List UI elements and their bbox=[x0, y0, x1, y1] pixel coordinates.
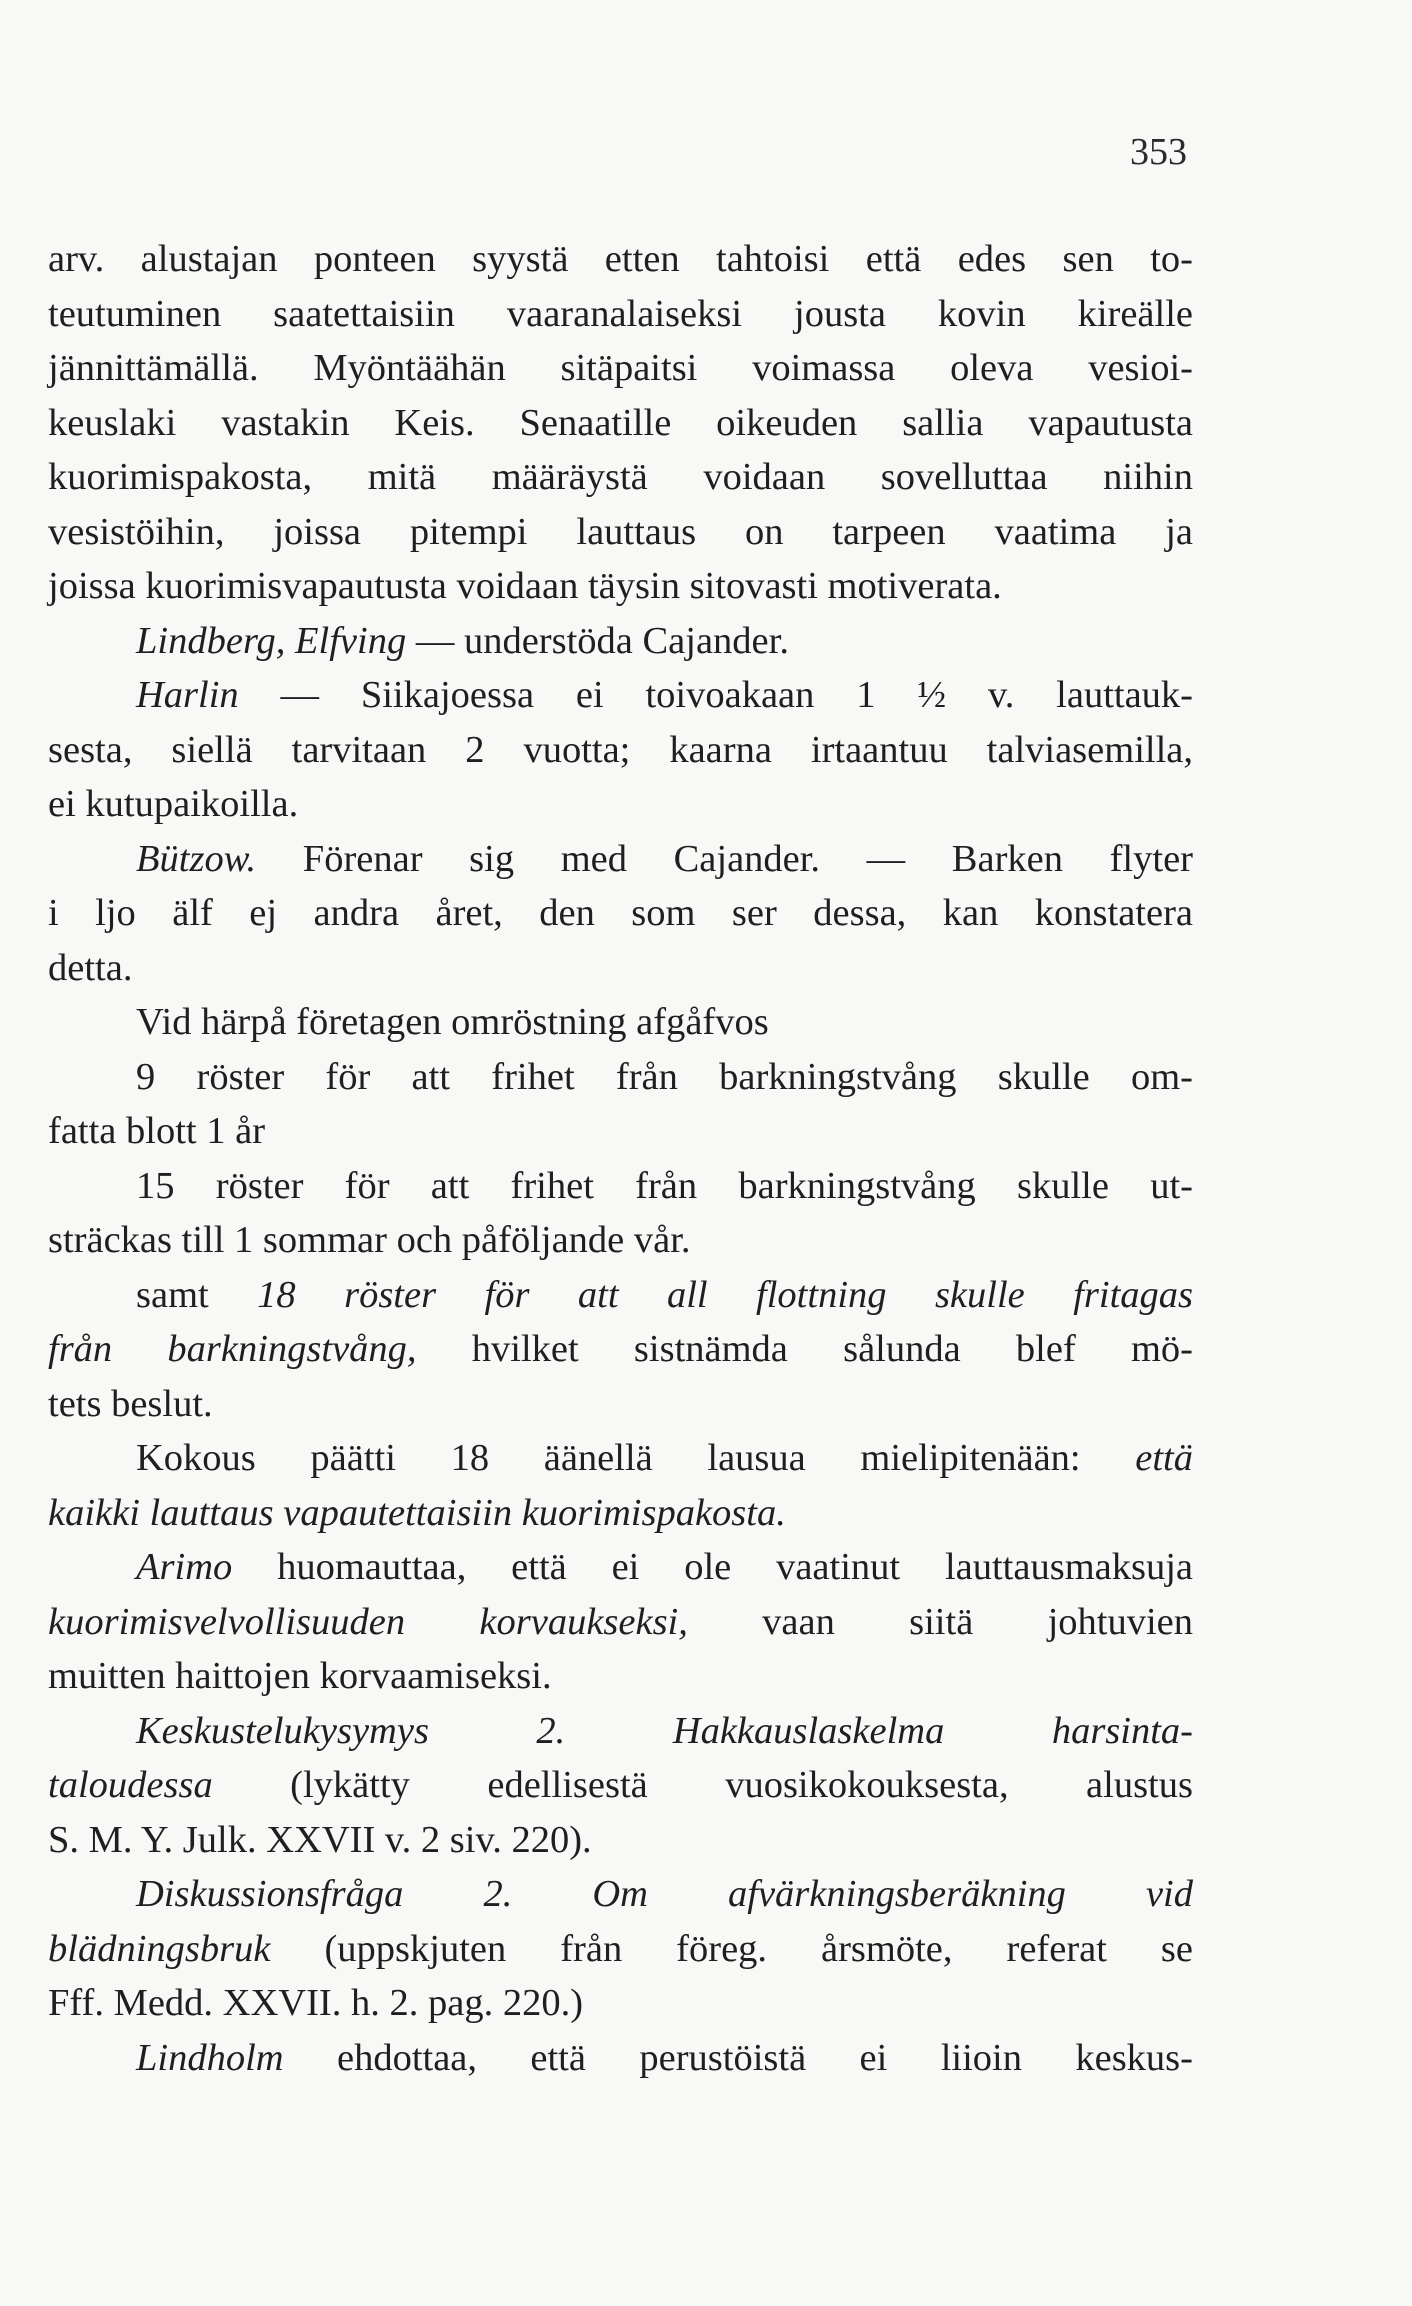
text-run: sträckas till 1 sommar och påföljande vår. bbox=[48, 1219, 691, 1261]
text-line bbox=[48, 1867, 1193, 1922]
text-run: ei kutupaikoilla. bbox=[48, 783, 299, 825]
text-run: vesistöihin, joissa pitempi lauttaus on tarpeen vaatima ja bbox=[48, 510, 1193, 553]
text-run: Kokous päätti 18 äänellä lausua mielipitenään: bbox=[136, 1437, 1136, 1479]
text-line bbox=[48, 1813, 1193, 1868]
text-run: (uppskjuten från föreg. årsmöte, referat se bbox=[270, 1927, 1193, 1970]
italic-text: Bützow. bbox=[136, 837, 257, 880]
text-line bbox=[48, 1595, 1193, 1650]
text-run: fatta blott 1 år bbox=[48, 1110, 266, 1152]
page-number: 353 bbox=[1130, 131, 1187, 173]
text-line bbox=[48, 559, 1193, 614]
text-line bbox=[48, 1704, 1193, 1759]
italic-text: kuorimisvelvollisuuden korvaukseksi, bbox=[48, 1600, 688, 1643]
text-line bbox=[48, 723, 1193, 778]
text-run: joissa kuorimisvapautusta voidaan täysin sitovasti motiverata. bbox=[48, 565, 1002, 607]
text-line bbox=[48, 1649, 1193, 1704]
text-line bbox=[48, 1758, 1193, 1813]
text-run: kuorimispakosta, mitä määräystä voidaan sovelluttaa niihin bbox=[48, 456, 1193, 498]
italic-text: Lindberg, Elfving bbox=[136, 619, 407, 662]
text-line bbox=[48, 832, 1193, 887]
italic-text: että bbox=[1135, 1437, 1193, 1479]
italic-text: Keskustelukysymys 2. Hakkauslaskelma harsinta- bbox=[136, 1709, 1193, 1752]
text-line bbox=[48, 505, 1193, 560]
text-run: 9 röster för att frihet från barkningstvång skulle om- bbox=[136, 1055, 1193, 1098]
text-run: 15 röster för att frihet från barkningstvång skulle ut- bbox=[136, 1164, 1193, 1207]
text-line bbox=[48, 1377, 1193, 1432]
text-run: teutuminen saatettaisiin vaaranalaiseksi jousta kovin kireälle bbox=[48, 292, 1193, 335]
text-line bbox=[48, 1431, 1193, 1486]
text-run: — understöda Cajander. bbox=[406, 619, 789, 662]
italic-text: blädningsbruk bbox=[48, 1927, 271, 1970]
text-line bbox=[48, 1268, 1193, 1323]
text-line bbox=[48, 341, 1193, 396]
text-line bbox=[48, 941, 1193, 996]
italic-text: taloudessa bbox=[48, 1764, 213, 1806]
text-line bbox=[48, 1213, 1193, 1268]
text-run: muitten haittojen korvaamiseksi. bbox=[48, 1655, 552, 1697]
italic-text: Harlin bbox=[136, 674, 239, 716]
text-line bbox=[48, 886, 1193, 941]
text-line bbox=[48, 232, 1193, 287]
text-line bbox=[48, 1322, 1193, 1377]
text-run: hvilket sistnämda sålunda blef mö- bbox=[416, 1328, 1194, 1370]
text-line bbox=[48, 1976, 1193, 2031]
text-run: jännittämällä. Myöntäähän sitäpaitsi voimassa oleva vesioi- bbox=[48, 347, 1193, 389]
italic-text: Arimo bbox=[136, 1546, 233, 1588]
text-run: S. M. Y. Julk. XXVII v. 2 siv. 220). bbox=[48, 1818, 592, 1861]
text-run: (lykätty edellisestä vuosikokouksesta, alustus bbox=[212, 1764, 1193, 1806]
text-line bbox=[48, 396, 1193, 451]
text-line bbox=[48, 614, 1193, 669]
text-line bbox=[48, 1922, 1193, 1977]
italic-text: kaikki lauttaus vapautettaisiin kuorimispakosta. bbox=[48, 1491, 786, 1534]
text-run: — Siikajoessa ei toivoakaan 1 ½ v. lauttauk- bbox=[238, 674, 1193, 716]
text-run: huomauttaa, että ei ole vaatinut lauttausmaksuja bbox=[232, 1546, 1193, 1588]
text-run: detta. bbox=[48, 946, 133, 989]
text-line bbox=[48, 995, 1193, 1050]
text-run: vaan siitä johtuvien bbox=[687, 1600, 1193, 1643]
italic-text: Lindholm bbox=[136, 2036, 284, 2079]
text-run: tets beslut. bbox=[48, 1382, 213, 1425]
text-line bbox=[48, 1050, 1193, 1105]
text-run: Vid härpå företagen omröstning afgåfvos bbox=[136, 1001, 769, 1043]
text-run: arv. alustajan ponteen syystä etten tahtoisi että edes sen to- bbox=[48, 238, 1193, 280]
text-run: Förenar sig med Cajander. — Barken flyter bbox=[256, 837, 1193, 880]
text-run: i ljo älf ej andra året, den som ser dessa, kan konstatera bbox=[48, 892, 1193, 934]
text-line bbox=[48, 1104, 1193, 1159]
italic-text: 18 röster för att all flottning skulle fritagas bbox=[257, 1273, 1193, 1316]
text-line bbox=[48, 450, 1193, 505]
body-text bbox=[48, 232, 1193, 2085]
text-run: ehdottaa, että perustöistä ei liioin keskus- bbox=[283, 2036, 1193, 2079]
text-run: keuslaki vastakin Keis. Senaatille oikeuden sallia vapautusta bbox=[48, 401, 1193, 444]
italic-text: Diskussionsfråga 2. Om afvärkningsberäkning vid bbox=[136, 1873, 1193, 1915]
text-run: Fff. Medd. XXVII. h. 2. pag. 220.) bbox=[48, 1982, 584, 2024]
text-line bbox=[48, 1159, 1193, 1214]
text-line bbox=[48, 1540, 1193, 1595]
text-line bbox=[48, 777, 1193, 832]
text-line bbox=[48, 2031, 1193, 2086]
text-line bbox=[48, 668, 1193, 723]
text-run: samt bbox=[136, 1273, 258, 1316]
text-run: sesta, siellä tarvitaan 2 vuotta; kaarna irtaantuu talviasemilla, bbox=[48, 728, 1193, 771]
italic-text: från barkningstvång, bbox=[48, 1328, 417, 1370]
text-line bbox=[48, 1486, 1193, 1541]
text-line bbox=[48, 287, 1193, 342]
